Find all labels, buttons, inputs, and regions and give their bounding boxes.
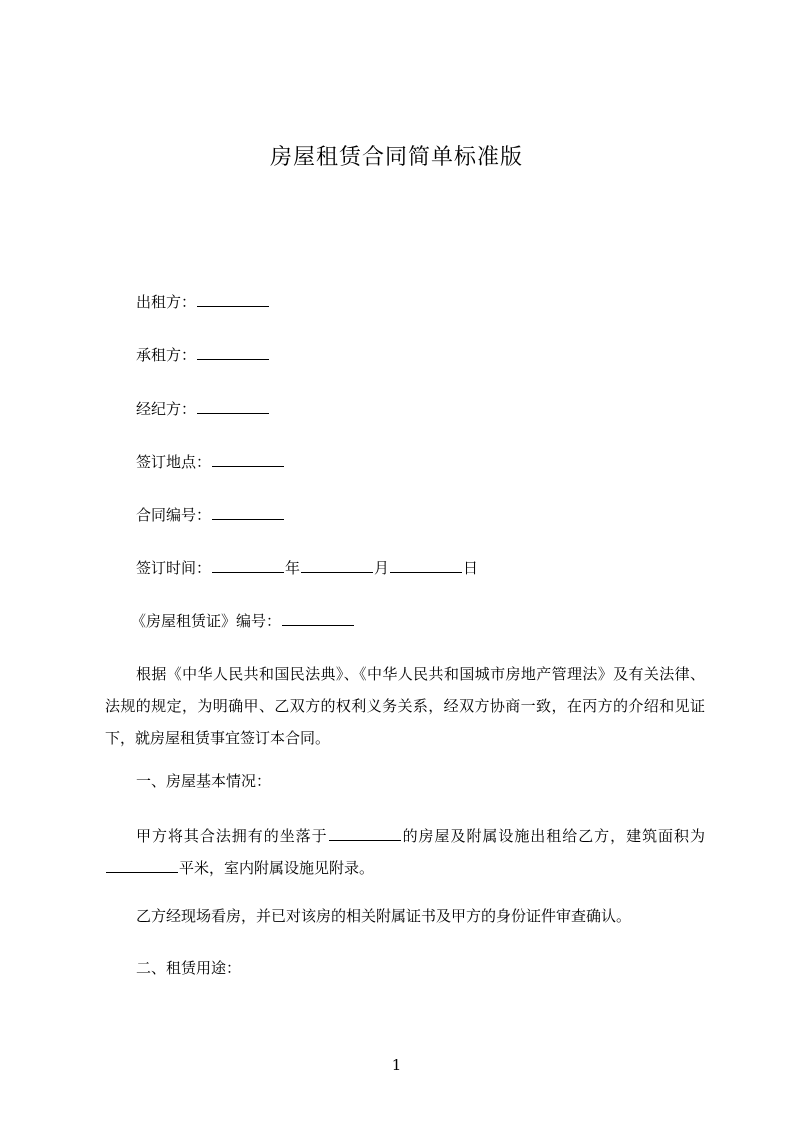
- agent-line: [136, 399, 270, 419]
- certificate-blank: [282, 611, 354, 626]
- section1-paragraph1: [105, 820, 705, 884]
- section1-heading: 一、房屋基本情况：: [136, 772, 272, 790]
- contract-no-line: [136, 505, 285, 525]
- page-title: 房屋租赁合同简单标准版: [269, 145, 523, 170]
- section2-heading: 二、租赁用途：: [136, 959, 242, 977]
- agent-blank: [197, 399, 269, 414]
- sign-place-blank: [212, 452, 284, 467]
- agent-label: 经纪方：: [136, 400, 197, 418]
- month-label: 月: [374, 559, 390, 577]
- lessor-blank: [197, 292, 269, 307]
- month-blank: [301, 558, 373, 573]
- year-label: 年: [285, 559, 301, 577]
- contract-no-label: 合同编号：: [136, 506, 212, 524]
- location-blank: [329, 826, 401, 841]
- area-blank: [106, 858, 178, 873]
- contract-no-blank: [212, 505, 284, 520]
- lessor-label: 出租方：: [136, 293, 197, 311]
- year-blank: [212, 558, 284, 573]
- intro-paragraph: 根据《中华人民共和国民法典》、《中华人民共和国城市房地产管理法》及有关法律、法规的规定，为明确甲、乙双方的权利义务关系，经双方协商一致，在丙方的介绍和见证下，就房屋租赁事宜签订本合同。: [105, 665, 705, 747]
- section1-p1-part-b: 的房屋及附属设施出租给乙方，建筑面积为: [401, 827, 705, 845]
- certificate-label: 《房屋租赁证》编号：: [131, 612, 282, 630]
- section1-paragraph2: 乙方经现场看房，并已对该房的相关附属证书及甲方的身份证件审查确认。: [136, 907, 632, 925]
- sign-place-line: [136, 452, 285, 472]
- section1-p1-part-c: 平米，室内附属设施见附录。: [179, 859, 375, 877]
- day-blank: [390, 558, 462, 573]
- section1-p1-part-a: 甲方将其合法拥有的坐落于: [136, 827, 328, 845]
- certificate-line: [131, 611, 355, 631]
- lessee-line: [136, 345, 270, 365]
- sign-time-label: 签订时间：: [136, 559, 212, 577]
- day-label: 日: [463, 559, 479, 577]
- sign-place-label: 签订地点：: [136, 453, 212, 471]
- page-number: 1: [391, 1056, 402, 1074]
- lessee-label: 承租方：: [136, 346, 197, 364]
- lessor-line: [136, 292, 270, 312]
- lessee-blank: [197, 345, 269, 360]
- sign-time-line: [136, 558, 478, 578]
